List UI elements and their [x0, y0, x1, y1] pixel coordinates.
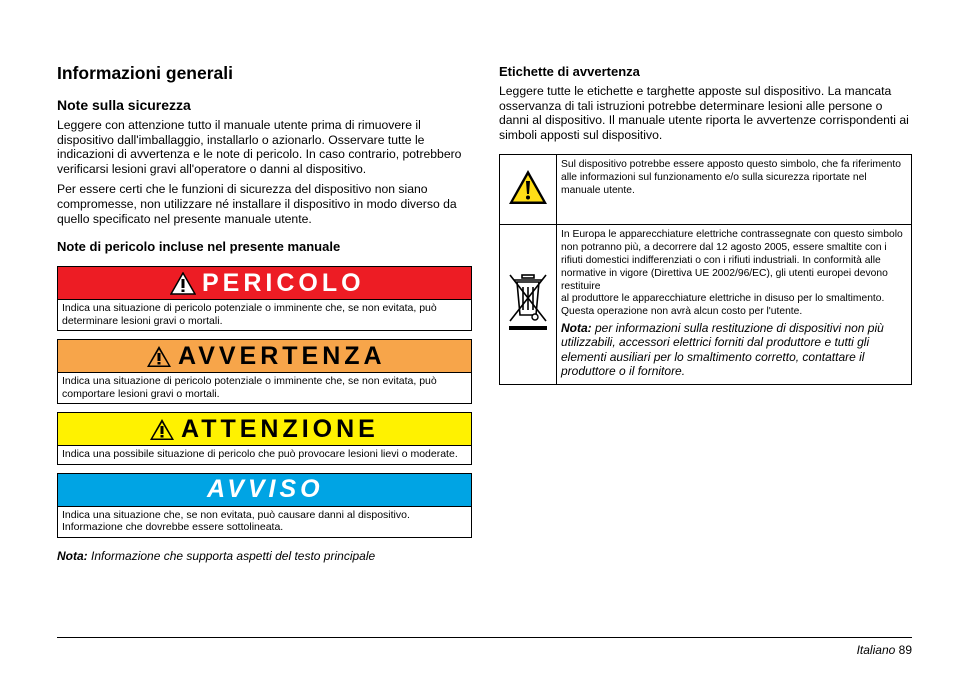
warning-labels-paragraph: Leggere tutte le etichette e targhette apposte sul dispositivo. La mancata osservanza di tali istruzioni potrebbe determinare lesioni alle persone o danni al dispositivo. Il manuale utente riporta le avvertenze corrispondenti ai simboli apposti sul dispositivo.: [499, 84, 909, 142]
hazard-caution-label: ATTENZIONE: [181, 414, 379, 443]
note-text: Informazione che supporta aspetti del testo principale: [87, 548, 376, 563]
safety-heading: Note sulla sicurezza: [57, 97, 191, 113]
right-column: [499, 64, 912, 385]
disposal-text-2: al produttore le apparecchiature elettriche in disuso per lo smaltimento. Questa operazione non avrà alcun costo per l'utente.: [561, 293, 885, 318]
hazard-notice-banner: [58, 474, 471, 507]
page-title: Informazioni generali: [57, 63, 233, 83]
symbol-cell: [500, 155, 557, 225]
hazard-notice-box: [57, 473, 472, 538]
footer-language: Italiano: [856, 643, 896, 657]
hazard-caution-text: Indica una possibile situazione di pericolo che può provocare lesioni lievi o moderate.: [62, 448, 458, 461]
hazard-caution-banner: [58, 413, 471, 446]
warning-triangle-icon: [508, 192, 548, 209]
hazard-warning-text: Indica una situazione di pericolo potenziale o imminente che, se non evitata, può comportare lesioni gravi o mortali.: [62, 375, 437, 400]
disposal-description: [557, 225, 912, 384]
safety-paragraph-2: Per essere certi che le funzioni di sicurezza del dispositivo non siano compromesse, non utilizzare né installare il dispositivo in modo diverso da quello specificato nel presente manuale utente.: [57, 182, 457, 226]
note-label: Nota:: [57, 548, 88, 563]
disposal-note: [561, 321, 907, 379]
hazard-caution-box: [57, 412, 472, 465]
hazard-warning-label: AVVERTENZA: [178, 341, 386, 370]
disposal-note-label: Nota:: [561, 320, 592, 335]
crossed-out-bin-icon: [505, 320, 551, 337]
hazard-danger-banner: [58, 267, 471, 300]
hazard-warning-banner: [58, 340, 471, 373]
left-column: [57, 62, 472, 563]
warning-triangle-icon: [146, 345, 172, 368]
footer-divider: [57, 637, 912, 638]
hazard-notice-text: Indica una situazione che, se non evitata, può causare danni al dispositivo. Informazione che dovrebbe essere sottolineata.: [62, 508, 410, 534]
page-footer: [857, 643, 912, 657]
warning-labels-heading: Etichette di avvertenza: [499, 64, 640, 79]
hazard-warning-box: [57, 339, 472, 404]
table-row: [500, 155, 912, 225]
symbol-cell: [500, 225, 557, 384]
hazard-danger-box: [57, 266, 472, 331]
symbol-description: Sul dispositivo potrebbe essere apposto questo simbolo, che fa riferimento alle informazioni sul funzionamento e/o sulla sicurezza riportate nel manuale utente.: [557, 155, 912, 225]
disposal-text-1: In Europa le apparecchiature elettriche contrassegnate con questo simbolo non potranno più, a decorrere dal 12 agosto 2005, essere smaltite con i rifiuti domestici indifferenziati o con i rifiuti industriali. In conformità alle normative in vigore (Direttiva UE 2002/96/EC), gli utenti europei devono restituire: [561, 229, 903, 292]
note-paragraph: [57, 549, 472, 563]
safety-paragraph-1: Leggere con attenzione tutto il manuale utente prima di rimuovere il dispositivo dall'imballaggio, installarlo o azionarlo. Osservare tutte le indicazioni di avvertenza e le note di pericolo. In caso contrario, potrebbero verificarsi lesioni gravi all'operatore o danni al dispositivo.: [57, 118, 462, 176]
page-number: 89: [898, 643, 912, 657]
table-row: [500, 225, 912, 384]
disposal-note-text: per informazioni sulla restituzione di dispositivi non più utilizzabili, accessori elettrici forniti dal produttore e tutti gli elementi ausiliari per lo smaltimento corretto, contattare il produttore o il fornitore.: [561, 320, 884, 379]
hazard-danger-label: PERICOLO: [202, 268, 365, 297]
hazard-notice-label: AVVISO: [207, 475, 324, 504]
symbols-table: [499, 154, 912, 384]
hazard-notes-heading: Note di pericolo incluse nel presente manuale: [57, 239, 341, 255]
warning-triangle-icon: [170, 272, 196, 295]
hazard-danger-text: Indica una situazione di pericolo potenziale o imminente che, se non evitata, può determinare lesioni gravi o mortali.: [62, 302, 437, 327]
warning-triangle-icon: [149, 418, 175, 441]
